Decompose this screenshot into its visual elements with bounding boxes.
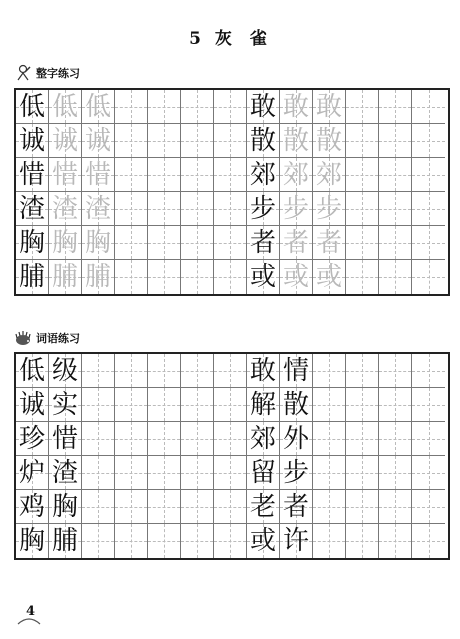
grid-cell[interactable] xyxy=(247,90,280,124)
model-char: 惜 xyxy=(18,159,45,190)
grid-cell[interactable] xyxy=(82,490,115,524)
grid-cell[interactable] xyxy=(214,388,247,422)
grid-cell[interactable] xyxy=(49,524,82,558)
grid-cell[interactable] xyxy=(280,388,313,422)
grid-cell[interactable] xyxy=(379,192,412,226)
word-char: 或 xyxy=(249,526,276,556)
grid-cell[interactable] xyxy=(82,260,115,294)
model-char: 者 xyxy=(249,227,276,258)
trace-char: 者 xyxy=(315,227,342,258)
grid-cell[interactable] xyxy=(82,388,115,422)
grid-cell[interactable] xyxy=(379,422,412,456)
grid-cell[interactable] xyxy=(313,226,346,260)
grid-cell[interactable] xyxy=(115,90,148,124)
grid-cell[interactable] xyxy=(148,388,181,422)
trace-char: 步 xyxy=(315,193,342,224)
model-char: 诚 xyxy=(18,125,45,156)
grid-cell[interactable] xyxy=(16,524,49,558)
grid-cell[interactable] xyxy=(412,490,445,524)
grid-cell[interactable] xyxy=(82,524,115,558)
grid-cell[interactable] xyxy=(115,124,148,158)
grid-cell[interactable] xyxy=(16,354,49,388)
grid-cell[interactable] xyxy=(346,354,379,388)
grid-cell[interactable] xyxy=(82,158,115,192)
grid-cell[interactable] xyxy=(49,192,82,226)
grid-cell[interactable] xyxy=(412,260,445,294)
grid-cell[interactable] xyxy=(148,90,181,124)
trace-char: 渣 xyxy=(84,193,111,224)
grid-cell[interactable] xyxy=(16,158,49,192)
grid-cell[interactable] xyxy=(148,524,181,558)
grid-cell[interactable] xyxy=(49,456,82,490)
grid-cell[interactable] xyxy=(379,490,412,524)
section-header-whole-char xyxy=(14,64,80,82)
grid-cell[interactable] xyxy=(280,456,313,490)
grid-cell[interactable] xyxy=(82,422,115,456)
grid-cell[interactable] xyxy=(214,260,247,294)
grid-cell[interactable] xyxy=(313,388,346,422)
practice-grid-whole-char xyxy=(14,88,450,296)
grid-cell[interactable] xyxy=(16,490,49,524)
grid-cell[interactable] xyxy=(412,90,445,124)
grid-cell[interactable] xyxy=(247,524,280,558)
grid-cell[interactable] xyxy=(379,260,412,294)
grid-cell[interactable] xyxy=(280,354,313,388)
grid-cell[interactable] xyxy=(214,226,247,260)
trace-char: 胸 xyxy=(51,227,78,258)
grid-cell[interactable] xyxy=(280,192,313,226)
grid-cell[interactable] xyxy=(82,124,115,158)
word-char: 步 xyxy=(282,457,309,488)
grid-cell[interactable] xyxy=(49,422,82,456)
page-number: 4 xyxy=(26,604,36,619)
trace-char: 郊 xyxy=(315,159,342,190)
grid-cell[interactable] xyxy=(280,226,313,260)
word-char: 散 xyxy=(282,389,309,420)
grid-cell[interactable] xyxy=(49,158,82,192)
grid-cell[interactable] xyxy=(148,456,181,490)
grid-cell[interactable] xyxy=(313,260,346,294)
grid-cell[interactable] xyxy=(247,226,280,260)
grid-cell[interactable] xyxy=(379,354,412,388)
grid-cell[interactable] xyxy=(115,524,148,558)
grid-cell[interactable] xyxy=(313,192,346,226)
grid-cell[interactable] xyxy=(181,124,214,158)
model-char: 胸 xyxy=(18,227,45,258)
grid-cell[interactable] xyxy=(313,456,346,490)
model-char: 散 xyxy=(249,125,276,156)
grid-cell[interactable] xyxy=(379,388,412,422)
practice-grid-word xyxy=(14,352,450,560)
grid-cell[interactable] xyxy=(313,158,346,192)
trace-char: 步 xyxy=(282,193,309,224)
trace-char: 或 xyxy=(315,262,342,292)
model-char: 敢 xyxy=(249,91,276,122)
grid-cell[interactable] xyxy=(346,456,379,490)
grid-cell[interactable] xyxy=(115,260,148,294)
grid-cell[interactable] xyxy=(115,456,148,490)
grid-cell[interactable] xyxy=(247,354,280,388)
grid-cell[interactable] xyxy=(16,226,49,260)
grid-cell[interactable] xyxy=(346,260,379,294)
grid-cell[interactable] xyxy=(82,456,115,490)
grid-cell[interactable] xyxy=(346,90,379,124)
grid-cell[interactable] xyxy=(313,354,346,388)
grid-cell[interactable] xyxy=(346,422,379,456)
word-char: 解 xyxy=(249,389,276,420)
grid-cell[interactable] xyxy=(412,354,445,388)
grid-cell[interactable] xyxy=(49,388,82,422)
grid-cell[interactable] xyxy=(412,124,445,158)
grid-cell[interactable] xyxy=(49,90,82,124)
grid-cell[interactable] xyxy=(148,422,181,456)
grid-cell[interactable] xyxy=(280,524,313,558)
grid-cell[interactable] xyxy=(115,192,148,226)
model-char: 脯 xyxy=(18,262,45,292)
grid-cell[interactable] xyxy=(181,456,214,490)
trace-char: 诚 xyxy=(51,125,78,156)
trace-char: 低 xyxy=(51,91,78,122)
word-char: 炉 xyxy=(18,457,45,488)
word-char: 郊 xyxy=(249,423,276,454)
grid-cell[interactable] xyxy=(280,158,313,192)
section-header-word xyxy=(14,329,80,347)
grid-cell[interactable] xyxy=(148,158,181,192)
grid-cell[interactable] xyxy=(247,192,280,226)
grid-cell[interactable] xyxy=(346,490,379,524)
grid-cell[interactable] xyxy=(16,388,49,422)
grid-cell[interactable] xyxy=(214,158,247,192)
grid-cell[interactable] xyxy=(247,388,280,422)
model-char: 低 xyxy=(18,91,45,122)
grid-cell[interactable] xyxy=(379,226,412,260)
grid-cell[interactable] xyxy=(247,158,280,192)
grid-cell[interactable] xyxy=(82,192,115,226)
grid-cell[interactable] xyxy=(412,192,445,226)
lesson-title-char-1: 灰 xyxy=(214,29,236,49)
grid-cell[interactable] xyxy=(148,192,181,226)
trace-char: 散 xyxy=(315,125,342,156)
word-char: 鸡 xyxy=(18,491,45,522)
grid-cell[interactable] xyxy=(247,490,280,524)
grid-cell[interactable] xyxy=(412,524,445,558)
grid-cell[interactable] xyxy=(115,388,148,422)
grid-cell[interactable] xyxy=(16,260,49,294)
grid-cell[interactable] xyxy=(16,422,49,456)
word-char: 诚 xyxy=(18,389,45,420)
word-char: 脯 xyxy=(51,526,78,556)
word-char: 敢 xyxy=(249,355,276,386)
grid-cell[interactable] xyxy=(115,490,148,524)
grid-cell[interactable] xyxy=(280,490,313,524)
grid-cell[interactable] xyxy=(82,90,115,124)
grid-cell[interactable] xyxy=(412,456,445,490)
word-char: 低 xyxy=(18,355,45,386)
grid-cell[interactable] xyxy=(148,354,181,388)
grid-cell[interactable] xyxy=(346,124,379,158)
grid-cell[interactable] xyxy=(148,260,181,294)
grid-cell[interactable] xyxy=(313,90,346,124)
trace-char: 散 xyxy=(282,125,309,156)
grid-cell[interactable] xyxy=(115,226,148,260)
grid-cell[interactable] xyxy=(49,354,82,388)
grid-cell[interactable] xyxy=(280,260,313,294)
grid-cell[interactable] xyxy=(346,524,379,558)
grid-cell[interactable] xyxy=(49,260,82,294)
lesson-title xyxy=(0,24,460,49)
word-char: 实 xyxy=(51,389,78,420)
trace-char: 脯 xyxy=(84,262,111,292)
grid-cell[interactable] xyxy=(313,524,346,558)
grid-cell[interactable] xyxy=(181,388,214,422)
grid-cell[interactable] xyxy=(148,490,181,524)
grid-cell[interactable] xyxy=(115,354,148,388)
grid-cell[interactable] xyxy=(181,354,214,388)
grid-cell[interactable] xyxy=(247,124,280,158)
word-char: 许 xyxy=(282,526,309,556)
grid-cell[interactable] xyxy=(181,192,214,226)
grid-cell[interactable] xyxy=(247,456,280,490)
grid-cell[interactable] xyxy=(247,422,280,456)
lesson-number: 5 xyxy=(189,29,205,49)
trace-char: 低 xyxy=(84,91,111,122)
grid-cell[interactable] xyxy=(346,158,379,192)
grid-cell[interactable] xyxy=(49,490,82,524)
trace-char: 惜 xyxy=(51,159,78,190)
trace-char: 敢 xyxy=(315,91,342,122)
grid-cell[interactable] xyxy=(379,524,412,558)
word-char: 留 xyxy=(249,457,276,488)
lesson-title-char-2: 雀 xyxy=(249,29,271,49)
grid-cell[interactable] xyxy=(115,422,148,456)
grid-cell[interactable] xyxy=(313,422,346,456)
grid-cell[interactable] xyxy=(214,524,247,558)
trace-char: 惜 xyxy=(84,159,111,190)
grid-cell[interactable] xyxy=(148,124,181,158)
grid-cell[interactable] xyxy=(181,422,214,456)
word-char: 珍 xyxy=(18,423,45,454)
grid-cell[interactable] xyxy=(412,422,445,456)
word-char: 惜 xyxy=(51,423,78,454)
grid-cell[interactable] xyxy=(181,90,214,124)
grid-cell[interactable] xyxy=(181,524,214,558)
grid-cell[interactable] xyxy=(214,192,247,226)
model-char: 渣 xyxy=(18,193,45,224)
grid-cell[interactable] xyxy=(280,124,313,158)
grid-cell[interactable] xyxy=(313,124,346,158)
grid-cell[interactable] xyxy=(412,226,445,260)
word-char: 情 xyxy=(282,355,309,386)
hedgehog-icon xyxy=(14,329,32,347)
grid-cell[interactable] xyxy=(181,260,214,294)
grid-cell[interactable] xyxy=(346,226,379,260)
word-char: 胸 xyxy=(18,526,45,556)
grid-cell[interactable] xyxy=(346,388,379,422)
grid-cell[interactable] xyxy=(82,354,115,388)
trace-char: 脯 xyxy=(51,262,78,292)
word-char: 者 xyxy=(282,491,309,522)
grid-cell[interactable] xyxy=(247,260,280,294)
word-char: 外 xyxy=(282,423,309,454)
model-char: 或 xyxy=(249,262,276,292)
word-char: 级 xyxy=(51,355,78,386)
pencil-figure-icon xyxy=(14,64,32,82)
grid-cell[interactable] xyxy=(181,490,214,524)
model-char: 步 xyxy=(249,193,276,224)
trace-char: 或 xyxy=(282,262,309,292)
grid-cell[interactable] xyxy=(214,354,247,388)
grid-cell[interactable] xyxy=(313,490,346,524)
trace-char: 胸 xyxy=(84,227,111,258)
grid-cell[interactable] xyxy=(148,226,181,260)
grid-cell[interactable] xyxy=(346,192,379,226)
grid-cell[interactable] xyxy=(49,124,82,158)
grid-cell[interactable] xyxy=(379,456,412,490)
section-label: 词语练习 xyxy=(36,332,80,345)
grid-cell[interactable] xyxy=(214,490,247,524)
grid-cell[interactable] xyxy=(181,226,214,260)
grid-cell[interactable] xyxy=(16,192,49,226)
grid-cell[interactable] xyxy=(379,90,412,124)
grid-cell[interactable] xyxy=(115,158,148,192)
word-char: 渣 xyxy=(51,457,78,488)
word-char: 胸 xyxy=(51,491,78,522)
grid-cell[interactable] xyxy=(280,90,313,124)
trace-char: 者 xyxy=(282,227,309,258)
trace-char: 郊 xyxy=(282,159,309,190)
grid-cell[interactable] xyxy=(214,422,247,456)
trace-char: 渣 xyxy=(51,193,78,224)
grid-cell[interactable] xyxy=(16,90,49,124)
grid-cell[interactable] xyxy=(16,456,49,490)
trace-char: 诚 xyxy=(84,125,111,156)
grid-cell[interactable] xyxy=(49,226,82,260)
model-char: 郊 xyxy=(249,159,276,190)
trace-char: 敢 xyxy=(282,91,309,122)
grid-cell[interactable] xyxy=(379,158,412,192)
section-label: 整字练习 xyxy=(36,67,80,80)
grid-cell[interactable] xyxy=(181,158,214,192)
grid-cell[interactable] xyxy=(214,124,247,158)
grid-cell[interactable] xyxy=(412,158,445,192)
grid-cell[interactable] xyxy=(16,124,49,158)
grid-cell[interactable] xyxy=(379,124,412,158)
grid-cell[interactable] xyxy=(214,90,247,124)
grid-cell[interactable] xyxy=(214,456,247,490)
grid-cell[interactable] xyxy=(280,422,313,456)
grid-cell[interactable] xyxy=(82,226,115,260)
grid-cell[interactable] xyxy=(412,388,445,422)
word-char: 老 xyxy=(249,491,276,522)
